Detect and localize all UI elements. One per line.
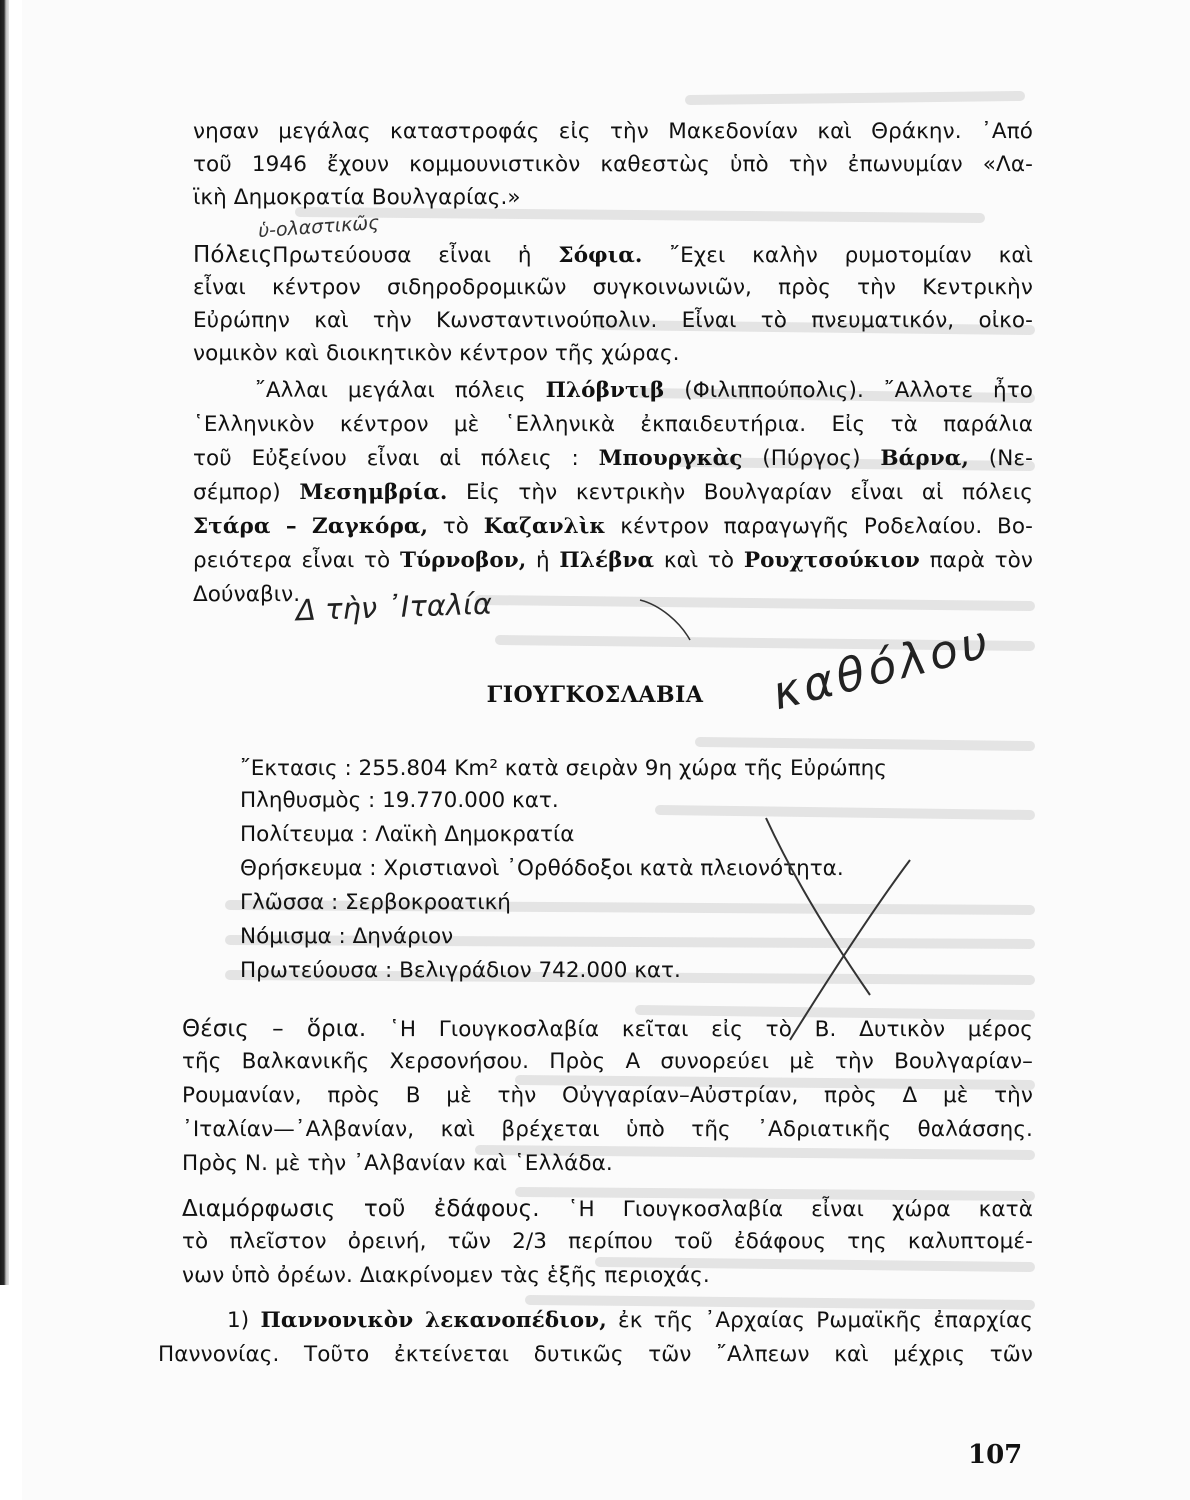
intro-line-1: νησαν μεγάλας καταστροφάς εἰς τὴν Μακεδονίαν καὶ Θράκην. ᾿Από: [193, 119, 1033, 144]
city-varna: Βάρνα,: [880, 446, 969, 471]
handwritten-note-italy: Δ τὴν ᾿Ιταλία: [295, 586, 493, 628]
cities-line-11: Δούναβιν.: [193, 582, 301, 607]
city-tirnovo: Τύρνοβον,: [399, 548, 527, 573]
position-line-3: Ρουμανίαν, πρὸς Β μὲ τὴν Οὐγγαρίαν–Αὐστρίαν, πρὸς Δ μὲ τὴν: [182, 1083, 1033, 1108]
fact-population: Πληθυσμὸς : 19.770.000 κατ.: [240, 788, 559, 813]
cities-line-4: νομικὸν καὶ διοικητικὸν κέντρον τῆς χώρας.: [193, 341, 680, 366]
cities-line-6: ῾Ελληνικὸν κέντρον μὲ ῾Ελληνικὰ ἐκπαιδευτήρια. Εἰς τὰ παράλια: [193, 412, 1033, 437]
fact-capital: Πρωτεύουσα : Βελιγράδιον 742.000 κατ.: [240, 958, 681, 983]
terrain-line-2: τὸ πλεῖστον ὀρεινή, τῶν 2/3 περίπου τοῦ ἐδάφους της καλυπτομέ-: [182, 1229, 1033, 1254]
pannonian-line-2: Παννονίας. Τοῦτο ἐκτείνεται δυτικῶς τῶν ῎Αλπεων καὶ μέχρις τῶν: [158, 1342, 1033, 1367]
fact-government: Πολίτευμα : Λαϊκὴ Δημοκρατία: [240, 822, 575, 847]
city-stara-zagora: Στάρα – Ζαγκόρα,: [193, 514, 429, 539]
cities-line-7: τοῦ Εὐξείνου εἶναι αἱ πόλεις : Μπουργκὰς (Πύργος) Βάρνα, (Νε-: [193, 446, 1033, 471]
city-pleven: Πλέβνα: [559, 548, 655, 573]
terrain-line-1: Διαμόρφωσις τοῦ ἐδάφους. ῾Η Γιουγκοσλαβία εἶναι χώρα κατὰ: [182, 1196, 1033, 1222]
pannonian-line-1: 1) Παννονικὸν λεκανοπέδιον, ἐκ τῆς ᾿Αρχαίας Ρωμαϊκῆς ἐπαρχίας: [227, 1308, 1033, 1333]
intro-line-2: τοῦ 1946 ἔχουν κομμουνιστικὸν καθεστὼς ὑπὸ τὴν ἐπωνυμίαν «Λα-: [193, 152, 1033, 177]
cities-line-9: Στάρα – Ζαγκόρα, τὸ Καζανλὶκ κέντρον παραγωγῆς Ροδελαίου. Βο-: [193, 514, 1034, 539]
city-ruse: Ρουχτσούκιον: [743, 548, 920, 573]
section-title: ΓΙΟΥΓΚΟΣΛΑΒΙΑ: [486, 682, 704, 708]
position-line-4: ᾿Ιταλίαν—᾿Αλβανίαν, καὶ βρέχεται ὑπὸ τῆς ᾿Αδριατικῆς θαλάσσης.: [182, 1117, 1033, 1142]
position-line-5: Πρὸς Ν. μὲ τὴν ᾿Αλβανίαν καὶ ῾Ελλάδα.: [182, 1151, 613, 1176]
city-kazanlak: Καζανλὶκ: [483, 514, 606, 539]
cities-line-5: ῎Αλλαι μεγάλαι πόλεις Πλόβντιβ (Φιλιππούπολις). ῎Αλλοτε ἦτο: [255, 378, 1033, 403]
position-line-1: Θέσις – ὅρια. ῾Η Γιουγκοσλαβία κεῖται εἰς τὸ Β. Δυτικὸν μέρος: [182, 1016, 1033, 1042]
terrain-line-3: νων ὑπὸ ὀρέων. Διακρίνομεν τὰς ἑξῆς περιοχάς.: [182, 1263, 710, 1288]
fact-religion: Θρήσκευμα : Χριστιανοὶ ᾿Ορθόδοξοι κατὰ πλειονότητα.: [240, 856, 844, 881]
position-heading: Θέσις – ὅρια.: [182, 1016, 367, 1042]
cities-line-1: ΠόλειςΠρωτεύουσα εἶναι ἡ Σόφια. ῎Εχει καλὴν ρυμοτομίαν καὶ: [193, 242, 1033, 268]
cities-line-10: ρειότερα εἶναι τὸ Τύρνοβον, ἡ Πλέβνα καὶ τὸ Ρουχτσούκιον παρὰ τὸν: [193, 548, 1033, 573]
city-mesimvria: Μεσημβρία.: [299, 480, 448, 505]
cities-heading: Πόλεις: [193, 242, 273, 268]
city-sofia: Σόφια.: [558, 243, 643, 268]
fact-currency: Νόμισμα : Δηνάριον: [240, 924, 454, 949]
handwritten-note-top: ὑ-ολαστικῶς: [257, 211, 381, 243]
cities-line-2: εἶναι κέντρον σιδηροδρομικῶν συγκοινωνιῶν, πρὸς τὴν Κεντρικὴν: [193, 275, 1033, 300]
page-number: 107: [968, 1440, 1023, 1470]
intro-line-3: ϊκὴ Δημοκρατία Βουλγαρίας.»: [193, 185, 521, 210]
city-plovdiv: Πλόβντιβ: [545, 378, 665, 403]
fact-area: ῎Εκτασις : 255.804 Km² κατὰ σειρὰν 9η χώρα τῆς Εὐρώπης: [240, 756, 887, 781]
cities-line-8: σέμπορ) Μεσημβρία. Εἰς τὴν κεντρικὴν Βουλγαρίαν εἶναι αἱ πόλεις: [193, 480, 1033, 505]
fact-language: Γλῶσσα : Σερβοκροατική: [240, 890, 511, 915]
terrain-heading: Διαμόρφωσις τοῦ ἐδάφους.: [182, 1196, 540, 1222]
position-line-2: τῆς Βαλκανικῆς Χερσονήσου. Πρὸς Α συνορεύει μὲ τὴν Βουλγαρίαν–: [182, 1049, 1033, 1074]
city-burgas: Μπουργκὰς: [598, 446, 743, 471]
cities-line-3: Εὐρώπην καὶ τὴν Κωνσταντινούπολιν. Εἶναι τὸ πνευματικόν, οἰκο-: [193, 308, 1033, 333]
handwritten-note-right: καθόλου: [766, 613, 997, 721]
pannonian-heading: Παννονικὸν λεκανοπέδιον,: [260, 1308, 607, 1333]
